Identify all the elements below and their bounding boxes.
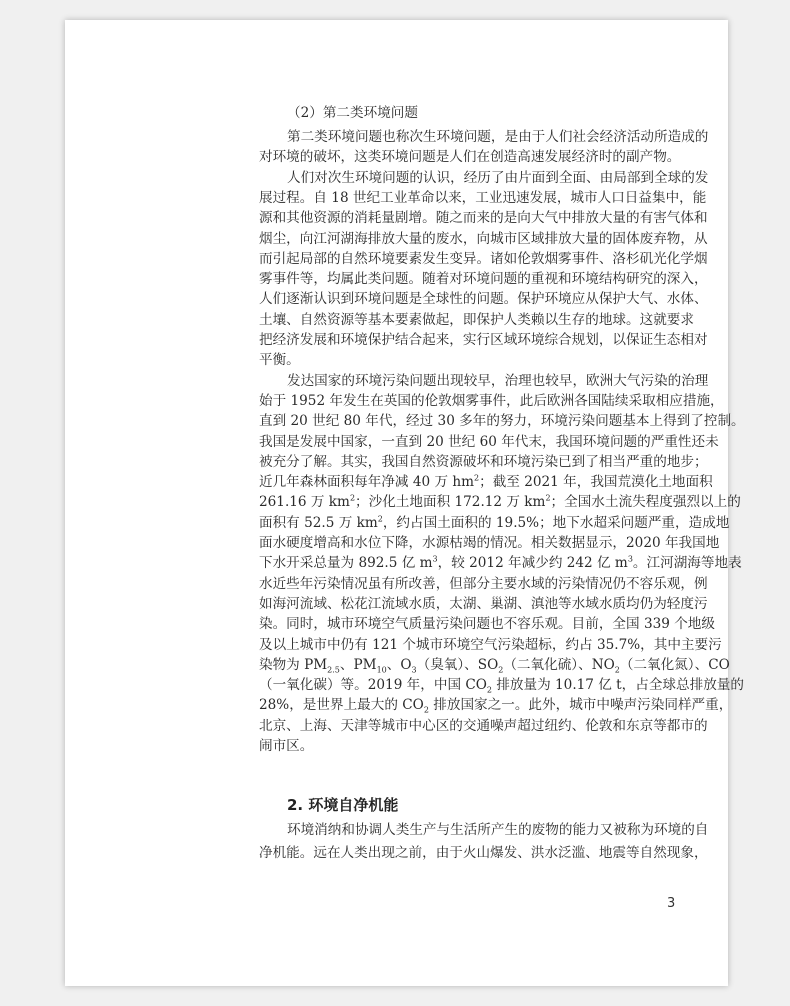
text-line (259, 594, 708, 614)
text-segment: 土壤、自然资源等基本要素做起，即保护人类赖以生存的地球。这就要求 (259, 311, 694, 328)
text-segment: 面水硬度增高和水位下降，水源枯竭的情况。相关数据显示，2020 年我国地 (259, 535, 720, 551)
text-line (259, 472, 713, 492)
text-line (259, 614, 715, 634)
text-segment: 人们对次生环境问题的认识，经历了由片面到全面、由局部到全球的发 (287, 169, 709, 186)
text-line (287, 820, 709, 840)
text-line (259, 655, 730, 675)
text-line (259, 432, 719, 452)
text-segment: 雾事件等，均属此类问题。随着对环境问题的重视和环境结构研究的深入， (259, 271, 708, 288)
section-heading: 2. 环境自净机能 (287, 796, 399, 814)
text-segment: 染。同时，城市环境空气质量污染问题也不容乐观。目前，全国 339 个地级 (259, 616, 715, 633)
subsection-heading: （2）第二类环境问题 (287, 105, 418, 121)
text-segment: 下水开采总量为 892.5 亿 m (259, 555, 433, 572)
superscript: 3 (432, 554, 438, 564)
text-line (259, 289, 708, 309)
text-segment: （二氧化氮）、CO (619, 656, 730, 673)
text-segment: 28%，是世界上最大的 CO (259, 697, 424, 714)
text-segment: 如海河流域、松花江流域水质，太湖、巢湖、滇池等水域水质均仍为轻度污 (259, 595, 708, 612)
text-segment: 北京、上海、天津等城市中心区的交通噪声超过纽约、伦敦和东京等都市的 (259, 717, 708, 734)
text-segment: ；沙化土地面积 172.12 万 km (355, 494, 546, 511)
text-segment: 排放量为 10.17 亿 t，占全球总排放量的 (492, 677, 744, 694)
text-line (259, 553, 742, 573)
text-segment: （一氧化碳）等。2019 年，中国 CO (259, 677, 487, 694)
text-segment: ；全国水土流失程度强烈以上的 (550, 494, 741, 511)
text-segment: 对环境的破坏，这类环境问题是人们在创造高速发展经济时的副产物。 (259, 149, 681, 166)
subscript: 2 (486, 685, 493, 695)
text-line (259, 411, 745, 431)
text-line (259, 513, 730, 533)
text-line (259, 452, 708, 472)
text-line (259, 716, 708, 736)
text-segment: 第二类环境问题也称次生环境问题，是由于人们社会经济活动所造成的 (287, 129, 709, 145)
subscript: 2 (423, 706, 429, 716)
text-segment: 水近些年污染情况虽有所改善，但部分主要水域的污染情况仍不容乐观，例 (259, 575, 708, 592)
text-line (287, 168, 709, 188)
text-segment: 把经济发展和环境保护结合起来，实行区域环境综合规划，以保证生态相对 (259, 332, 708, 348)
text-segment: 发达国家的环境污染问题出现较早，治理也较早，欧洲大气污染的治理 (287, 372, 709, 389)
text-segment: 染物为 PM (259, 656, 328, 673)
text-line (259, 675, 744, 695)
text-segment: 闹市区。 (259, 738, 314, 754)
text-segment: 我国是发展中国家，一直到 20 世纪 60 年代末，我国环境问题的严重性还未 (259, 433, 719, 450)
text-segment: 近几年森林面积每年净减 40 万 hm (259, 474, 475, 491)
text-line (259, 695, 733, 716)
text-line (259, 208, 708, 228)
text-segment: 烟尘，向江河湖海排放大量的废水，向城市区域排放大量的固体废弃物，从 (259, 230, 708, 247)
text-line (259, 574, 708, 594)
subscript: 2 (614, 665, 620, 675)
text-segment: 261.16 万 km (259, 494, 350, 511)
text-segment: 被充分了解。其实，我国自然资源破坏和环境污染已到了相当严重的地步； (259, 453, 708, 470)
text-line (259, 147, 681, 167)
text-segment: ，约占国土面积的 19.5%；地下水超采问题严重，造成地 (382, 514, 730, 531)
text-segment: 始于 1952 年发生在英国的伦敦烟雾事件，此后欧洲各国陆续采取相应措施， (259, 392, 724, 409)
subscript: 3 (411, 665, 417, 675)
text-segment: 面积有 52.5 万 km (259, 514, 378, 531)
text-segment: 净机能。远在人类出现之前，由于火山爆发、洪水泛滥、地震等自然现象， (259, 845, 708, 861)
superscript: 2 (377, 514, 383, 524)
text-line (259, 736, 671, 756)
text-segment: 及以上城市中仍有 121 个城市环境空气污染超标，约占 35.7%，其中主要污 (259, 636, 722, 653)
text-line (287, 127, 709, 147)
text-line (259, 330, 708, 350)
subscript: 10 (376, 665, 387, 675)
text-segment: 、PM (339, 656, 377, 673)
text-segment: 人们逐渐认识到环境问题是全球性的问题。保护环境应从保护大气、水体、 (259, 291, 708, 308)
text-line (259, 350, 671, 370)
text-segment: 。江河湖海等地表 (632, 555, 742, 572)
text-line (259, 635, 722, 655)
subscript: 2 (498, 665, 504, 675)
text-segment: 、O (386, 656, 412, 673)
text-line (259, 249, 708, 269)
text-line (259, 533, 720, 553)
text-line (259, 391, 724, 411)
text-segment: （二氧化硫）、NO (503, 656, 615, 673)
text-segment: ；截至 2021 年，我国荒漠化土地面积 (479, 474, 713, 491)
page-number: 3 (667, 896, 676, 911)
text-line (287, 371, 709, 391)
text-segment: 而引起局部的自然环境要素发生变异。诸如伦敦烟雾事件、洛杉矶光化学烟 (259, 250, 708, 267)
text-line (259, 188, 707, 208)
text-line (259, 269, 708, 289)
text-segment: 直到 20 世纪 80 年代，经过 30 多年的努力，环境污染问题基本上得到了控制。 (259, 413, 745, 430)
superscript: 2 (349, 493, 356, 503)
text-segment: ，较 2012 年减少约 242 亿 m (437, 555, 628, 572)
text-segment: 排放国家之一。此外，城市中噪声污染同样严重， (428, 697, 733, 714)
subscript: 2.5 (327, 665, 340, 675)
text-segment: 源和其他资源的消耗量剧增。随之而来的是向大气中排放大量的有害气体和 (259, 210, 708, 227)
text-line (259, 492, 741, 512)
document-page (65, 20, 745, 986)
text-segment: 环境消纳和协调人类生产与生活所产生的废物的能力又被称为环境的自 (287, 822, 709, 838)
superscript: 2 (545, 493, 551, 503)
text-line (259, 310, 694, 330)
text-segment: （臭氧）、SO (416, 656, 499, 673)
superscript: 3 (627, 554, 633, 564)
text-segment: 平衡。 (259, 352, 300, 369)
text-segment: 展过程。自 18 世纪工业革命以来，工业迅速发展，城市人口日益集中，能 (259, 189, 707, 206)
text-line (259, 843, 708, 863)
text-line (259, 229, 708, 249)
superscript: 2 (474, 473, 480, 483)
